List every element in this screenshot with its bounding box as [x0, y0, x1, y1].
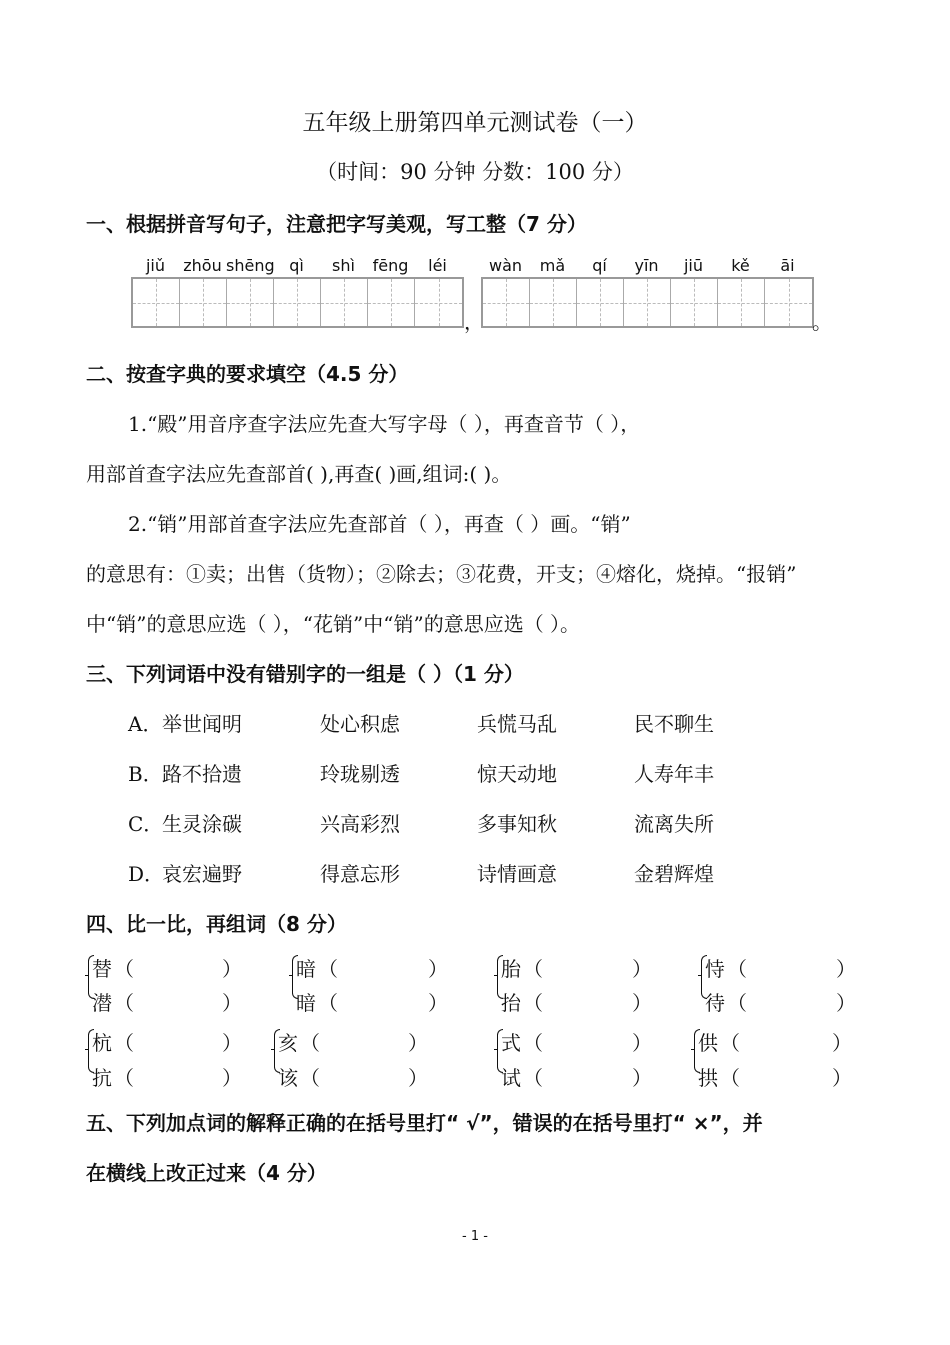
paren: （ [114, 957, 134, 981]
option-label: A． [128, 712, 163, 736]
paren: （ [727, 957, 747, 981]
page-title: 五年级上册第四单元测试卷（一） [302, 110, 648, 136]
option-label: B． [128, 762, 163, 786]
pinyin: jiū [683, 256, 704, 275]
section-5-heading-cont: 在横线上改正过来（4 分） [86, 1161, 327, 1185]
section-1-heading: 一、根据拼音写句子，注意把字写美观，写工整（7 分） [86, 212, 587, 236]
paren: （ [523, 1031, 543, 1055]
paren: ） [222, 1066, 242, 1090]
paren: ） [832, 1066, 852, 1090]
paren: ） [222, 991, 242, 1015]
pinyin: kě [731, 256, 750, 275]
pinyin: yīn [634, 256, 659, 275]
writing-grid-b[interactable] [481, 277, 814, 328]
option-word: 处心积虑 [320, 712, 400, 736]
q1-line2: 用部首查字法应先查部首( ),再查( )画,组词:( )。 [86, 462, 512, 486]
char: 拱 [698, 1066, 718, 1090]
char: 暗 [296, 991, 316, 1015]
paren: （ [720, 1031, 740, 1055]
q2-line1: 2.“销”用部首查字法应先查部首（ ），再查（ ）画。“销” [128, 512, 631, 536]
paren: （ [523, 1066, 543, 1090]
paren: （ [114, 1031, 134, 1055]
char: 亥 [278, 1031, 298, 1055]
option-word: 惊天动地 [477, 762, 557, 786]
paren: （ [300, 1066, 320, 1090]
option-word: 生灵涂碳 [162, 812, 242, 836]
page-number: - 1 - [462, 1229, 488, 1244]
paren: ） [428, 991, 448, 1015]
option-label: D． [128, 862, 165, 886]
paren: ） [408, 1066, 428, 1090]
paren: ） [428, 957, 448, 981]
char: 恃 [705, 957, 725, 981]
option-word: 兴高彩烈 [320, 812, 400, 836]
paren: ） [836, 957, 856, 981]
pinyin: qì [289, 256, 304, 275]
page-subtitle: （时间：90 分钟 分数：100 分） [316, 160, 634, 184]
pinyin: qí [592, 256, 607, 275]
paren: ） [222, 957, 242, 981]
option-word: 金碧辉煌 [634, 862, 714, 886]
char: 暗 [296, 957, 316, 981]
char: 杭 [92, 1031, 112, 1055]
option-word: 诗情画意 [477, 862, 557, 886]
pinyin: mǎ [539, 256, 566, 275]
q1-line1: 1.“殿”用音序查字法应先查大写字母（ ），再查音节（ ）， [128, 412, 641, 436]
paren: ） [836, 991, 856, 1015]
paren: （ [727, 991, 747, 1015]
paren: ） [832, 1031, 852, 1055]
paren: （ [318, 991, 338, 1015]
section-3-heading: 三、下列词语中没有错别字的一组是（ ）（1 分） [86, 662, 524, 686]
pinyin: jiǔ [145, 256, 166, 275]
pinyin: shēng [226, 256, 275, 275]
pinyin: fēng [372, 256, 409, 275]
paren: ） [632, 957, 652, 981]
section-2-heading: 二、按查字典的要求填空（4.5 分） [86, 362, 409, 386]
option-word: 举世闻明 [162, 712, 242, 736]
char: 抗 [92, 1066, 112, 1090]
char: 该 [278, 1066, 298, 1090]
pinyin: shì [332, 256, 355, 275]
option-word: 路不拾遗 [162, 762, 242, 786]
char: 供 [698, 1031, 718, 1055]
section-5-heading: 五、下列加点词的解释正确的在括号里打“ √”，错误的在括号里打“ ×”，并 [86, 1111, 763, 1135]
paren: （ [300, 1031, 320, 1055]
paren: （ [720, 1066, 740, 1090]
char: 替 [92, 957, 112, 981]
paren: （ [523, 991, 543, 1015]
paren: ） [632, 991, 652, 1015]
paren: ） [632, 1031, 652, 1055]
option-word: 兵慌马乱 [477, 712, 557, 736]
pinyin: zhōu [183, 256, 222, 275]
paren: （ [523, 957, 543, 981]
option-word: 多事知秋 [477, 812, 557, 836]
option-word: 人寿年丰 [634, 762, 714, 786]
writing-grid-a[interactable] [131, 277, 464, 328]
paren: （ [318, 957, 338, 981]
char: 试 [501, 1066, 521, 1090]
option-word: 得意忘形 [320, 862, 400, 886]
char: 潜 [92, 991, 112, 1015]
paren: ） [408, 1031, 428, 1055]
option-word: 流离失所 [634, 812, 714, 836]
q2-line2: 的意思有：①卖；出售（货物）；②除去；③花费，开支；④熔化，烧掉。“报销” [86, 562, 797, 586]
pinyin: āi [780, 256, 795, 275]
period: 。 [812, 310, 832, 334]
comma: ， [464, 310, 484, 334]
option-word: 玲珑剔透 [320, 762, 400, 786]
char: 式 [501, 1031, 521, 1055]
paren: ） [222, 1031, 242, 1055]
q2-line3: 中“销”的意思应选（ ），“花销”中“销”的意思应选（ ）。 [86, 612, 581, 636]
pinyin: léi [428, 256, 447, 275]
char: 抬 [501, 991, 521, 1015]
option-label: C． [128, 812, 164, 836]
paren: （ [114, 1066, 134, 1090]
option-word: 民不聊生 [634, 712, 714, 736]
paren: （ [114, 991, 134, 1015]
char: 待 [705, 991, 725, 1015]
section-4-heading: 四、比一比，再组词（8 分） [86, 912, 347, 936]
paren: ） [632, 1066, 652, 1090]
char: 胎 [501, 957, 521, 981]
option-word: 哀宏遍野 [162, 862, 242, 886]
pinyin: wàn [488, 256, 523, 275]
